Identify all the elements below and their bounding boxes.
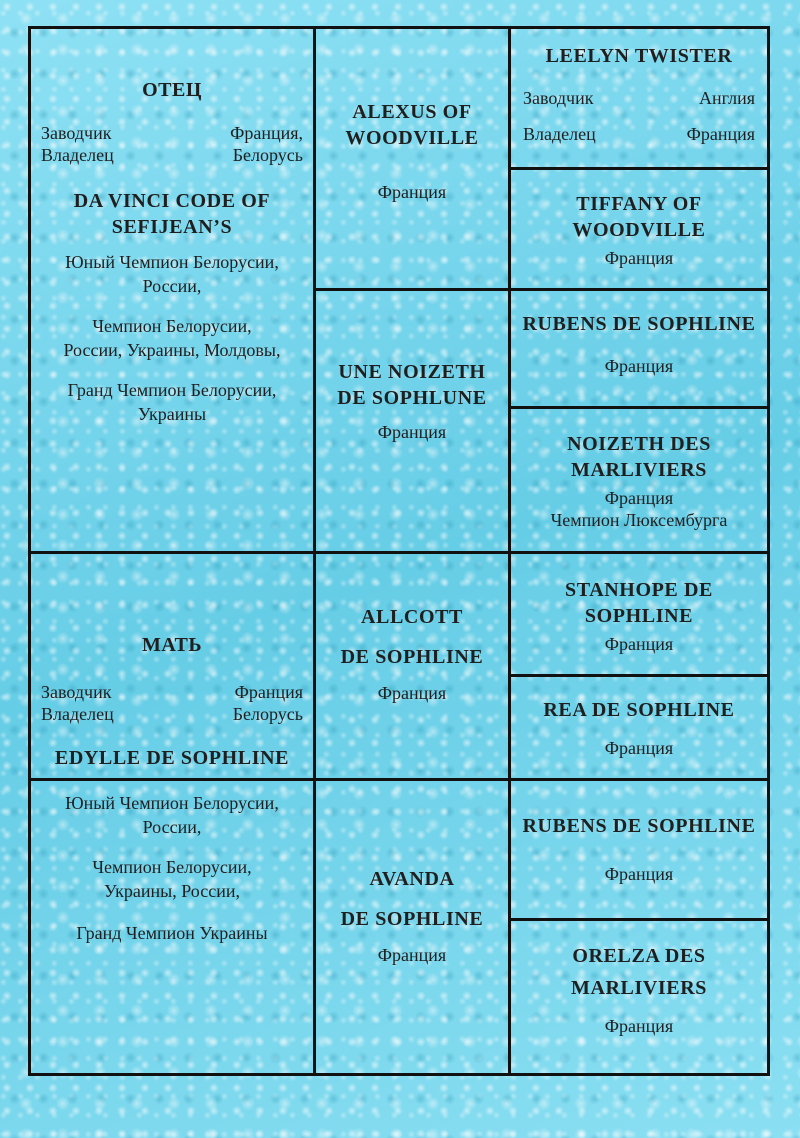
father-title: Гранд Чемпион Белорусии, — [67, 380, 277, 400]
grandparent-country: Франция — [377, 422, 447, 442]
great-grandparent-country: Франция — [604, 738, 674, 758]
great-grandparent-6-cell — [511, 697, 767, 777]
great-grandparent-country: Франция — [604, 634, 674, 654]
great-grandparent-8-cell — [511, 943, 767, 1063]
owner-label: Владелец — [41, 145, 114, 165]
grandparent-ff-cell — [316, 99, 508, 279]
owner-value: Франция — [686, 124, 755, 144]
grandparent-country: Франция — [377, 182, 447, 202]
great-grandparent-name: RUBENS DE SOPHLINE — [522, 313, 756, 335]
grandparent-name: DE SOPHLUNE — [337, 387, 487, 409]
father-title: Чемпион Белорусии, — [92, 316, 252, 336]
mother-title: Юный Чемпион Белорусии, — [65, 793, 279, 813]
owner-label: Владелец — [41, 704, 114, 724]
great-grandparent-name: RUBENS DE SOPHLINE — [522, 815, 756, 837]
grandparent-name: DE SOPHLINE — [340, 908, 484, 930]
father-name-line2: SEFIJEAN’S — [111, 216, 233, 238]
grandparent-country: Франция — [377, 945, 447, 965]
mother-cell — [41, 634, 303, 1064]
owner-value: Белорусь — [232, 145, 303, 165]
row-divider — [31, 551, 767, 554]
father-breeder-row — [41, 122, 303, 144]
mother-breeder-row — [41, 681, 303, 703]
great-grandparent-country: Франция — [604, 1016, 674, 1036]
grandparent-name: UNE NOIZETH — [338, 361, 486, 383]
great-grandparent-2-cell — [511, 191, 767, 286]
mother-owner-row — [41, 703, 303, 725]
father-title: Украины — [137, 404, 207, 424]
great-grandparent-country: Франция — [604, 488, 674, 508]
grandparent-name: WOODVILLE — [345, 127, 479, 149]
breeder-label: Заводчик — [523, 88, 594, 108]
great-grandparent-title: Чемпион Люксембурга — [550, 510, 728, 530]
great-grandparent-name: NOIZETH DES — [567, 433, 711, 455]
breeder-label: Заводчик — [41, 682, 112, 702]
mother-name: EDYLLE DE SOPHLINE — [54, 747, 290, 769]
mother-title: Украины, России, — [103, 881, 240, 901]
owner-value: Белорусь — [232, 704, 303, 724]
grandparent-name: ALEXUS OF — [352, 101, 472, 123]
grandparent-name: AVANDA — [369, 868, 455, 890]
great-grandparent-name: MARLIVIERS — [570, 977, 708, 999]
grandparent-fm-cell — [316, 359, 508, 539]
breeder-value: Франция, — [230, 123, 303, 143]
mother-title: Чемпион Белорусии, — [92, 857, 252, 877]
row-divider — [511, 918, 767, 921]
great-grandparent-name: TIFFANY OF — [576, 193, 702, 215]
father-title: Юный Чемпион Белорусии, — [65, 252, 279, 272]
great-grandparent-name: ORELZA DES — [572, 945, 706, 967]
father-title: России, — [142, 276, 202, 296]
g1-owner-row — [523, 123, 755, 145]
great-grandparent-name: SOPHLINE — [584, 605, 694, 627]
father-name-line1: DA VINCI CODE OF — [73, 190, 271, 212]
great-grandparent-4-cell — [511, 431, 767, 549]
pedigree-table — [28, 26, 770, 1076]
great-grandparent-country: Франция — [604, 356, 674, 376]
great-grandparent-name: MARLIVIERS — [570, 459, 708, 481]
row-divider — [511, 674, 767, 677]
great-grandparent-name: STANHOPE DE — [565, 579, 713, 601]
great-grandparent-country: Франция — [604, 864, 674, 884]
breeder-value: Франция — [234, 682, 303, 702]
great-grandparent-3-cell — [511, 311, 767, 406]
great-grandparent-name: LEELYN TWISTER — [545, 45, 733, 67]
owner-label: Владелец — [523, 124, 596, 144]
great-grandparent-country: Франция — [604, 248, 674, 268]
grandparent-name: ALLCOTT — [360, 606, 463, 628]
grandparent-name: DE SOPHLINE — [340, 646, 484, 668]
grandparent-mf-cell — [316, 604, 508, 774]
breeder-value: Англия — [699, 88, 755, 108]
father-owner-row — [41, 144, 303, 166]
grandparent-mm-cell — [316, 866, 508, 1046]
g1-breeder-row — [523, 87, 755, 109]
row-divider — [511, 778, 767, 781]
great-grandparent-name: REA DE SOPHLINE — [543, 699, 735, 721]
breeder-label: Заводчик — [41, 123, 112, 143]
father-cell — [41, 79, 303, 549]
father-heading: ОТЕЦ — [142, 79, 202, 101]
great-grandparent-name: WOODVILLE — [572, 219, 706, 241]
row-divider — [511, 167, 767, 170]
father-title: России, Украины, Молдовы, — [63, 340, 281, 360]
row-divider — [511, 406, 767, 409]
mother-heading: МАТЬ — [141, 634, 203, 656]
grandparent-country: Франция — [377, 683, 447, 703]
mother-title: России, — [142, 817, 202, 837]
mother-title: Гранд Чемпион Украины — [76, 923, 268, 943]
great-grandparent-1-cell — [523, 43, 755, 163]
great-grandparent-5-cell — [511, 577, 767, 672]
great-grandparent-7-cell — [511, 813, 767, 913]
row-divider — [316, 288, 767, 291]
